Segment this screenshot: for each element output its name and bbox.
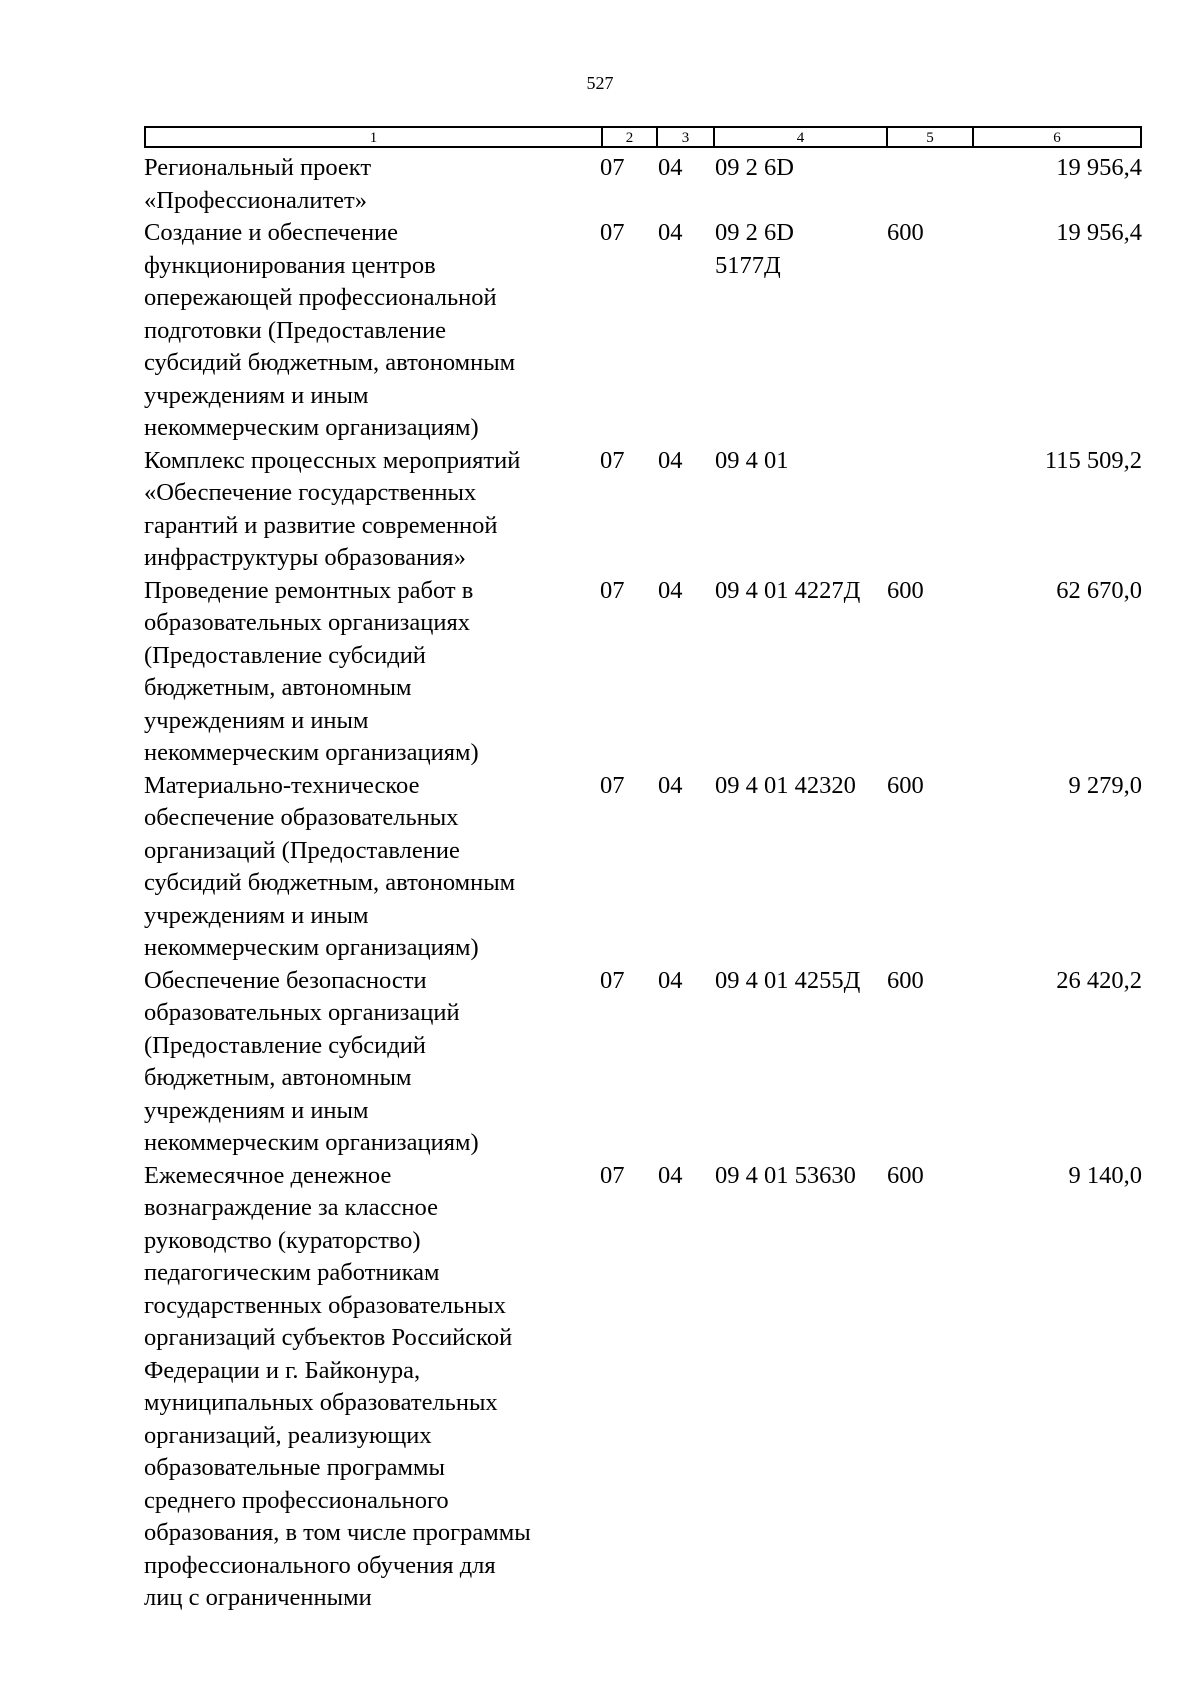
row-name-line: образовательных организаций	[144, 999, 460, 1026]
row-amount: 19 956,4	[1056, 219, 1142, 246]
row-subsection: 04	[658, 1161, 683, 1189]
row-name-line: учреждениям и иным	[144, 901, 369, 929]
table-row	[0, 965, 1200, 1160]
row-name-line: Ежемесячное денежное	[144, 1161, 392, 1189]
row-name-line: функционирования центров	[144, 251, 436, 279]
row-name	[144, 575, 594, 770]
row-name-line: (Предоставление субсидий	[144, 641, 426, 669]
row-name-line: некоммерческим организациям)	[144, 1129, 479, 1156]
row-section: 07	[600, 576, 625, 604]
row-name-line: муниципальных образовательных	[144, 1389, 498, 1416]
table-row	[0, 445, 1200, 575]
row-name-line: Проведение ремонтных работ в	[144, 576, 474, 604]
column-header-4: 4	[713, 128, 886, 146]
row-section: 07	[600, 1161, 625, 1189]
row-name-line: некоммерческим организациям)	[144, 934, 479, 961]
row-expense-type: 600	[887, 1161, 924, 1189]
row-name	[144, 1160, 594, 1615]
row-name-line: бюджетным, автономным	[144, 1064, 412, 1091]
row-name-line: образовательные программы	[144, 1454, 445, 1481]
row-target-article	[715, 217, 794, 282]
row-name-line: руководство (кураторство)	[144, 1226, 421, 1254]
row-section: 07	[600, 219, 625, 246]
row-section: 07	[600, 154, 625, 181]
row-subsection: 04	[658, 219, 683, 246]
row-target-article-line: 09 4 01 42320	[715, 771, 856, 799]
column-header-3: 3	[656, 128, 713, 146]
table-row	[0, 152, 1200, 217]
row-name	[144, 217, 594, 445]
row-name	[144, 445, 594, 575]
row-name-line: Создание и обеспечение	[144, 219, 399, 246]
row-name-line: государственных образовательных	[144, 1291, 506, 1319]
row-name-line: подготовки (Предоставление	[144, 316, 447, 344]
row-name-line: гарантий и развитие современной	[144, 511, 498, 539]
row-amount: 19 956,4	[1056, 154, 1142, 181]
column-header-1: 1	[369, 130, 378, 146]
row-target-article	[715, 445, 789, 478]
row-target-article	[715, 965, 860, 998]
row-subsection: 04	[658, 966, 683, 994]
row-target-article	[715, 770, 856, 803]
row-section: 07	[600, 771, 625, 799]
row-name	[144, 770, 594, 965]
row-name-line: Комплекс процессных мероприятий	[144, 446, 521, 474]
row-name-line: вознаграждение за классное	[144, 1194, 438, 1221]
row-target-article-line: 09 2 6D	[715, 154, 794, 181]
row-name-line: педагогическим работникам	[144, 1259, 440, 1286]
row-target-article-line: 09 4 01 4227Д	[715, 576, 861, 604]
row-name-line: образования, в том числе программы	[144, 1519, 531, 1546]
row-name-line: некоммерческим организациям)	[144, 739, 479, 766]
row-name-line: образовательных организациях	[144, 609, 470, 636]
row-name-line: инфраструктуры образования»	[144, 544, 466, 571]
row-name-line: организаций (Предоставление	[144, 836, 460, 864]
row-name-line: бюджетным, автономным	[144, 674, 412, 701]
row-target-article-line: 09 4 01 53630	[715, 1161, 856, 1189]
column-header-5: 5	[886, 128, 972, 146]
row-target-article-line: 09 2 6D	[715, 219, 794, 246]
row-name-line: организаций субъектов Российской	[144, 1324, 513, 1351]
row-name	[144, 965, 594, 1160]
row-expense-type: 600	[887, 966, 924, 994]
row-subsection: 04	[658, 771, 683, 799]
row-name-line: субсидий бюджетным, автономным	[144, 349, 516, 376]
row-name-line: лиц с ограниченными	[144, 1584, 372, 1611]
column-header-2: 2	[601, 128, 656, 146]
row-name-line: субсидий бюджетным, автономным	[144, 869, 516, 896]
row-section: 07	[600, 966, 625, 994]
row-target-article-line: 09 4 01 4255Д	[715, 966, 861, 994]
row-name-line: учреждениям и иным	[144, 706, 369, 734]
row-name-line: некоммерческим организациям)	[144, 414, 479, 441]
row-subsection: 04	[658, 154, 683, 181]
row-subsection: 04	[658, 446, 683, 474]
table-row	[0, 1160, 1200, 1615]
table-row	[0, 217, 1200, 445]
row-name-line: «Обеспечение государственных	[144, 479, 477, 506]
row-name-line: опережающей профессиональной	[144, 284, 497, 311]
row-amount: 115 509,2	[1044, 446, 1142, 474]
row-amount: 62 670,0	[1056, 576, 1142, 604]
row-name-line: (Предоставление субсидий	[144, 1031, 426, 1059]
row-name-line: профессионального обучения для	[144, 1551, 496, 1579]
row-section: 07	[600, 446, 625, 474]
row-name-line: организаций, реализующих	[144, 1421, 432, 1449]
row-name-line: «Профессионалитет»	[144, 186, 367, 214]
table-row	[0, 770, 1200, 965]
column-header-6: 6	[972, 128, 1140, 146]
row-name-line: Обеспечение безопасности	[144, 966, 427, 994]
row-name-line: Региональный проект	[144, 154, 372, 181]
row-name-line: Материально-техническое	[144, 771, 420, 799]
row-name-line: Федерации и г. Байконура,	[144, 1356, 421, 1384]
row-name-line: обеспечение образовательных	[144, 804, 459, 831]
row-target-article-line: 5177Д	[715, 251, 781, 279]
page-number: 527	[586, 73, 614, 93]
row-amount: 26 420,2	[1056, 966, 1142, 994]
row-name-line: среднего профессионального	[144, 1486, 449, 1514]
row-target-article-line: 09 4 01	[715, 446, 789, 474]
row-name-line: учреждениям и иным	[144, 381, 369, 409]
row-name	[144, 152, 594, 217]
row-target-article	[715, 152, 794, 185]
budget-table-body	[0, 152, 1200, 1615]
table-row	[0, 575, 1200, 770]
column-header-row	[144, 126, 1142, 148]
row-amount: 9 279,0	[1068, 771, 1142, 799]
row-amount: 9 140,0	[1068, 1161, 1142, 1189]
row-expense-type: 600	[887, 771, 924, 799]
row-target-article	[715, 575, 860, 608]
row-target-article	[715, 1160, 856, 1193]
row-expense-type: 600	[887, 219, 924, 246]
row-name-line: учреждениям и иным	[144, 1096, 369, 1124]
row-expense-type: 600	[887, 576, 924, 604]
row-subsection: 04	[658, 576, 683, 604]
